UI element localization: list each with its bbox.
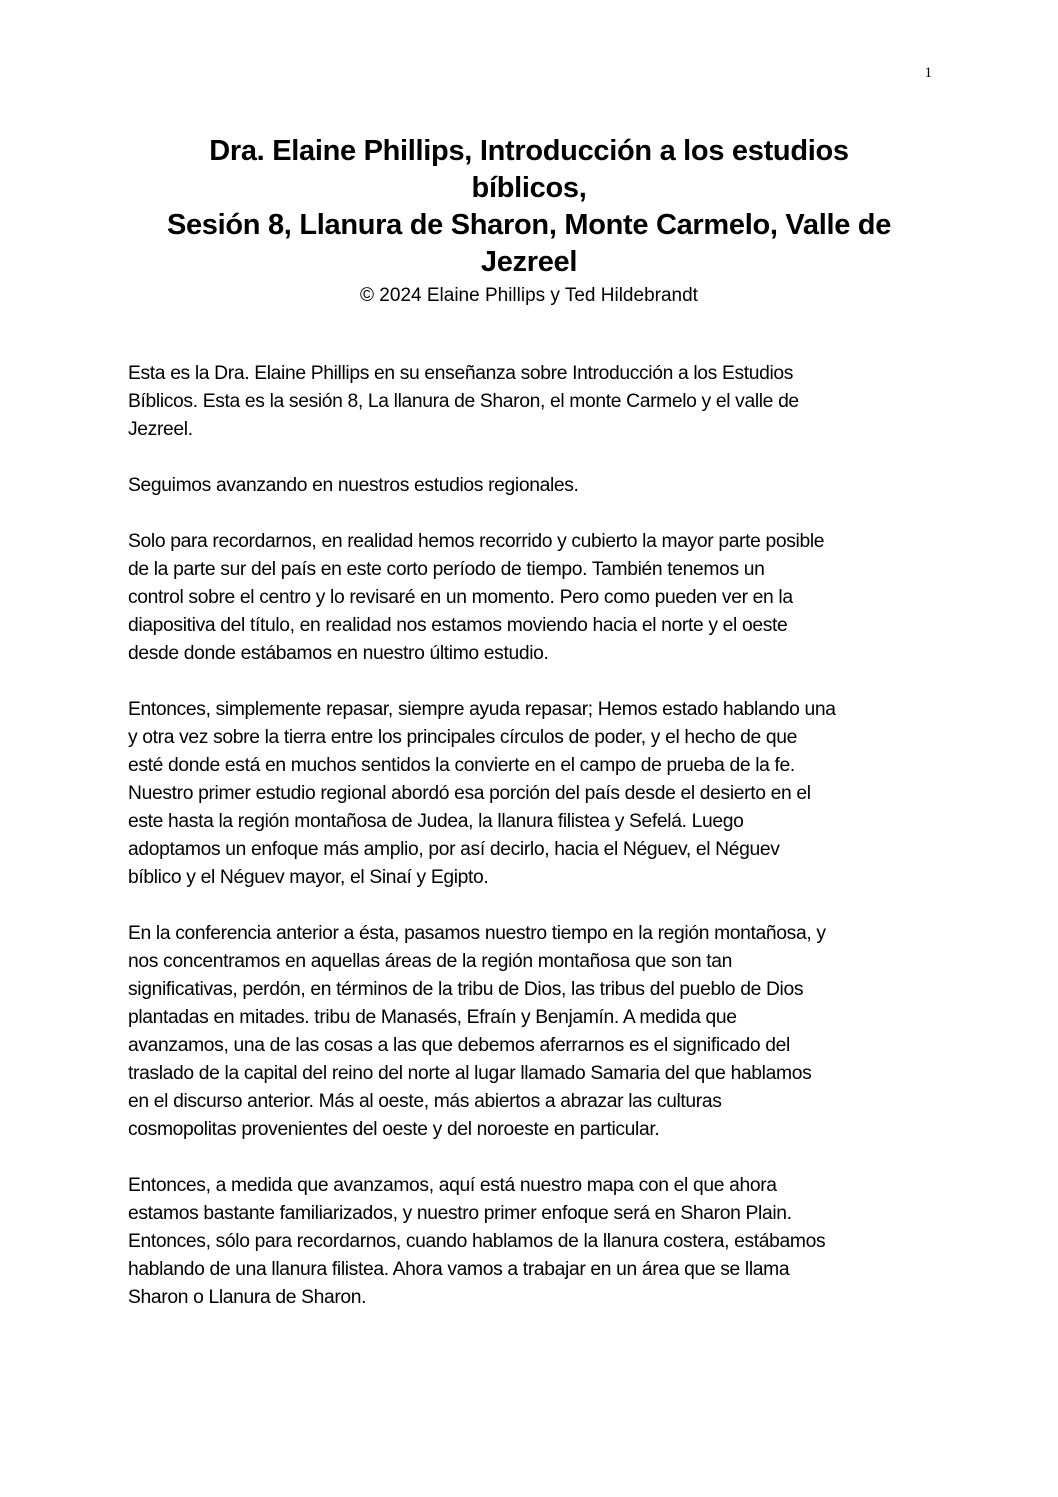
paragraph	[128, 920, 934, 1144]
paragraph-line: adoptamos un enfoque más amplio, por así decirlo, hacia el Néguev, el Néguev	[128, 839, 780, 860]
paragraph	[128, 1172, 934, 1312]
paragraph-line: de la parte sur del país en este corto período de tiempo. También tenemos un	[128, 559, 765, 580]
paragraph-line: esté donde está en muchos sentidos la convierte en el campo de prueba de la fe.	[128, 755, 795, 776]
title-line-1: Dra. Elaine Phillips, Introducción a los estudios	[209, 135, 849, 167]
paragraph-line: nos concentramos en aquellas áreas de la región montañosa que son tan	[128, 951, 732, 972]
paragraph-line: desde donde estábamos en nuestro último estudio.	[128, 643, 549, 664]
paragraph	[128, 696, 934, 892]
paragraph-line: traslado de la capital del reino del norte al lugar llamado Samaria del que hablamos	[128, 1063, 812, 1084]
copyright-notice: © 2024 Elaine Phillips y Ted Hildebrandt	[360, 285, 698, 306]
paragraph-line: Sharon o Llanura de Sharon.	[128, 1287, 367, 1308]
paragraph-line: diapositiva del título, en realidad nos estamos moviendo hacia el norte y el oeste	[128, 615, 788, 636]
paragraph-line: bíblico y el Néguev mayor, el Sinaí y Egipto.	[128, 867, 489, 888]
paragraph-line: significativas, perdón, en términos de la tribu de Dios, las tribus del pueblo de Dios	[128, 979, 804, 1000]
paragraph-line: control sobre el centro y lo revisaré en un momento. Pero como pueden ver en la	[128, 587, 793, 608]
paragraph-line: en el discurso anterior. Más al oeste, más abiertos a abrazar las culturas	[128, 1091, 722, 1112]
paragraph-line: plantadas en mitades. tribu de Manasés, Efraín y Benjamín. A medida que	[128, 1007, 737, 1028]
paragraph	[128, 360, 934, 444]
paragraph-line: este hasta la región montañosa de Judea, la llanura filistea y Sefelá. Luego	[128, 811, 744, 832]
paragraph-line: Entonces, sólo para recordarnos, cuando hablamos de la llanura costera, estábamos	[128, 1231, 826, 1252]
paragraph-line: En la conferencia anterior a ésta, pasamos nuestro tiempo en la región montañosa, y	[128, 923, 826, 944]
title-line-4: Jezreel	[480, 246, 578, 278]
page-number: 1	[924, 65, 932, 81]
paragraph-line: Nuestro primer estudio regional abordó esa porción del país desde el desierto en el	[128, 783, 811, 804]
paragraph-line: Seguimos avanzando en nuestros estudios regionales.	[128, 475, 579, 496]
document-title-block	[120, 133, 938, 309]
paragraph-line: Entonces, a medida que avanzamos, aquí está nuestro mapa con el que ahora	[128, 1175, 777, 1196]
paragraph	[128, 528, 934, 668]
document-body	[128, 360, 934, 1340]
paragraph-line: cosmopolitas provenientes del oeste y del noroeste en particular.	[128, 1119, 660, 1140]
paragraph-line: Bíblicos. Esta es la sesión 8, La llanura de Sharon, el monte Carmelo y el valle de	[128, 391, 799, 412]
paragraph	[128, 472, 934, 500]
paragraph-line: estamos bastante familiarizados, y nuestro primer enfoque será en Sharon Plain.	[128, 1203, 792, 1224]
title-line-3: Sesión 8, Llanura de Sharon, Monte Carmelo, Valle de	[166, 209, 892, 241]
paragraph-line: hablando de una llanura filistea. Ahora vamos a trabajar en un área que se llama	[128, 1259, 790, 1280]
paragraph-line: Solo para recordarnos, en realidad hemos recorrido y cubierto la mayor parte posible	[128, 531, 825, 552]
paragraph-line: Jezreel.	[128, 419, 193, 440]
paragraph-line: avanzamos, una de las cosas a las que debemos aferrarnos es el significado del	[128, 1035, 790, 1056]
paragraph-line: y otra vez sobre la tierra entre los principales círculos de poder, y el hecho de que	[128, 727, 798, 748]
paragraph-line: Esta es la Dra. Elaine Phillips en su enseñanza sobre Introducción a los Estudios	[128, 363, 794, 384]
paragraph-line: Entonces, simplemente repasar, siempre ayuda repasar; Hemos estado hablando una	[128, 699, 836, 720]
title-line-2: bíblicos,	[471, 172, 587, 204]
